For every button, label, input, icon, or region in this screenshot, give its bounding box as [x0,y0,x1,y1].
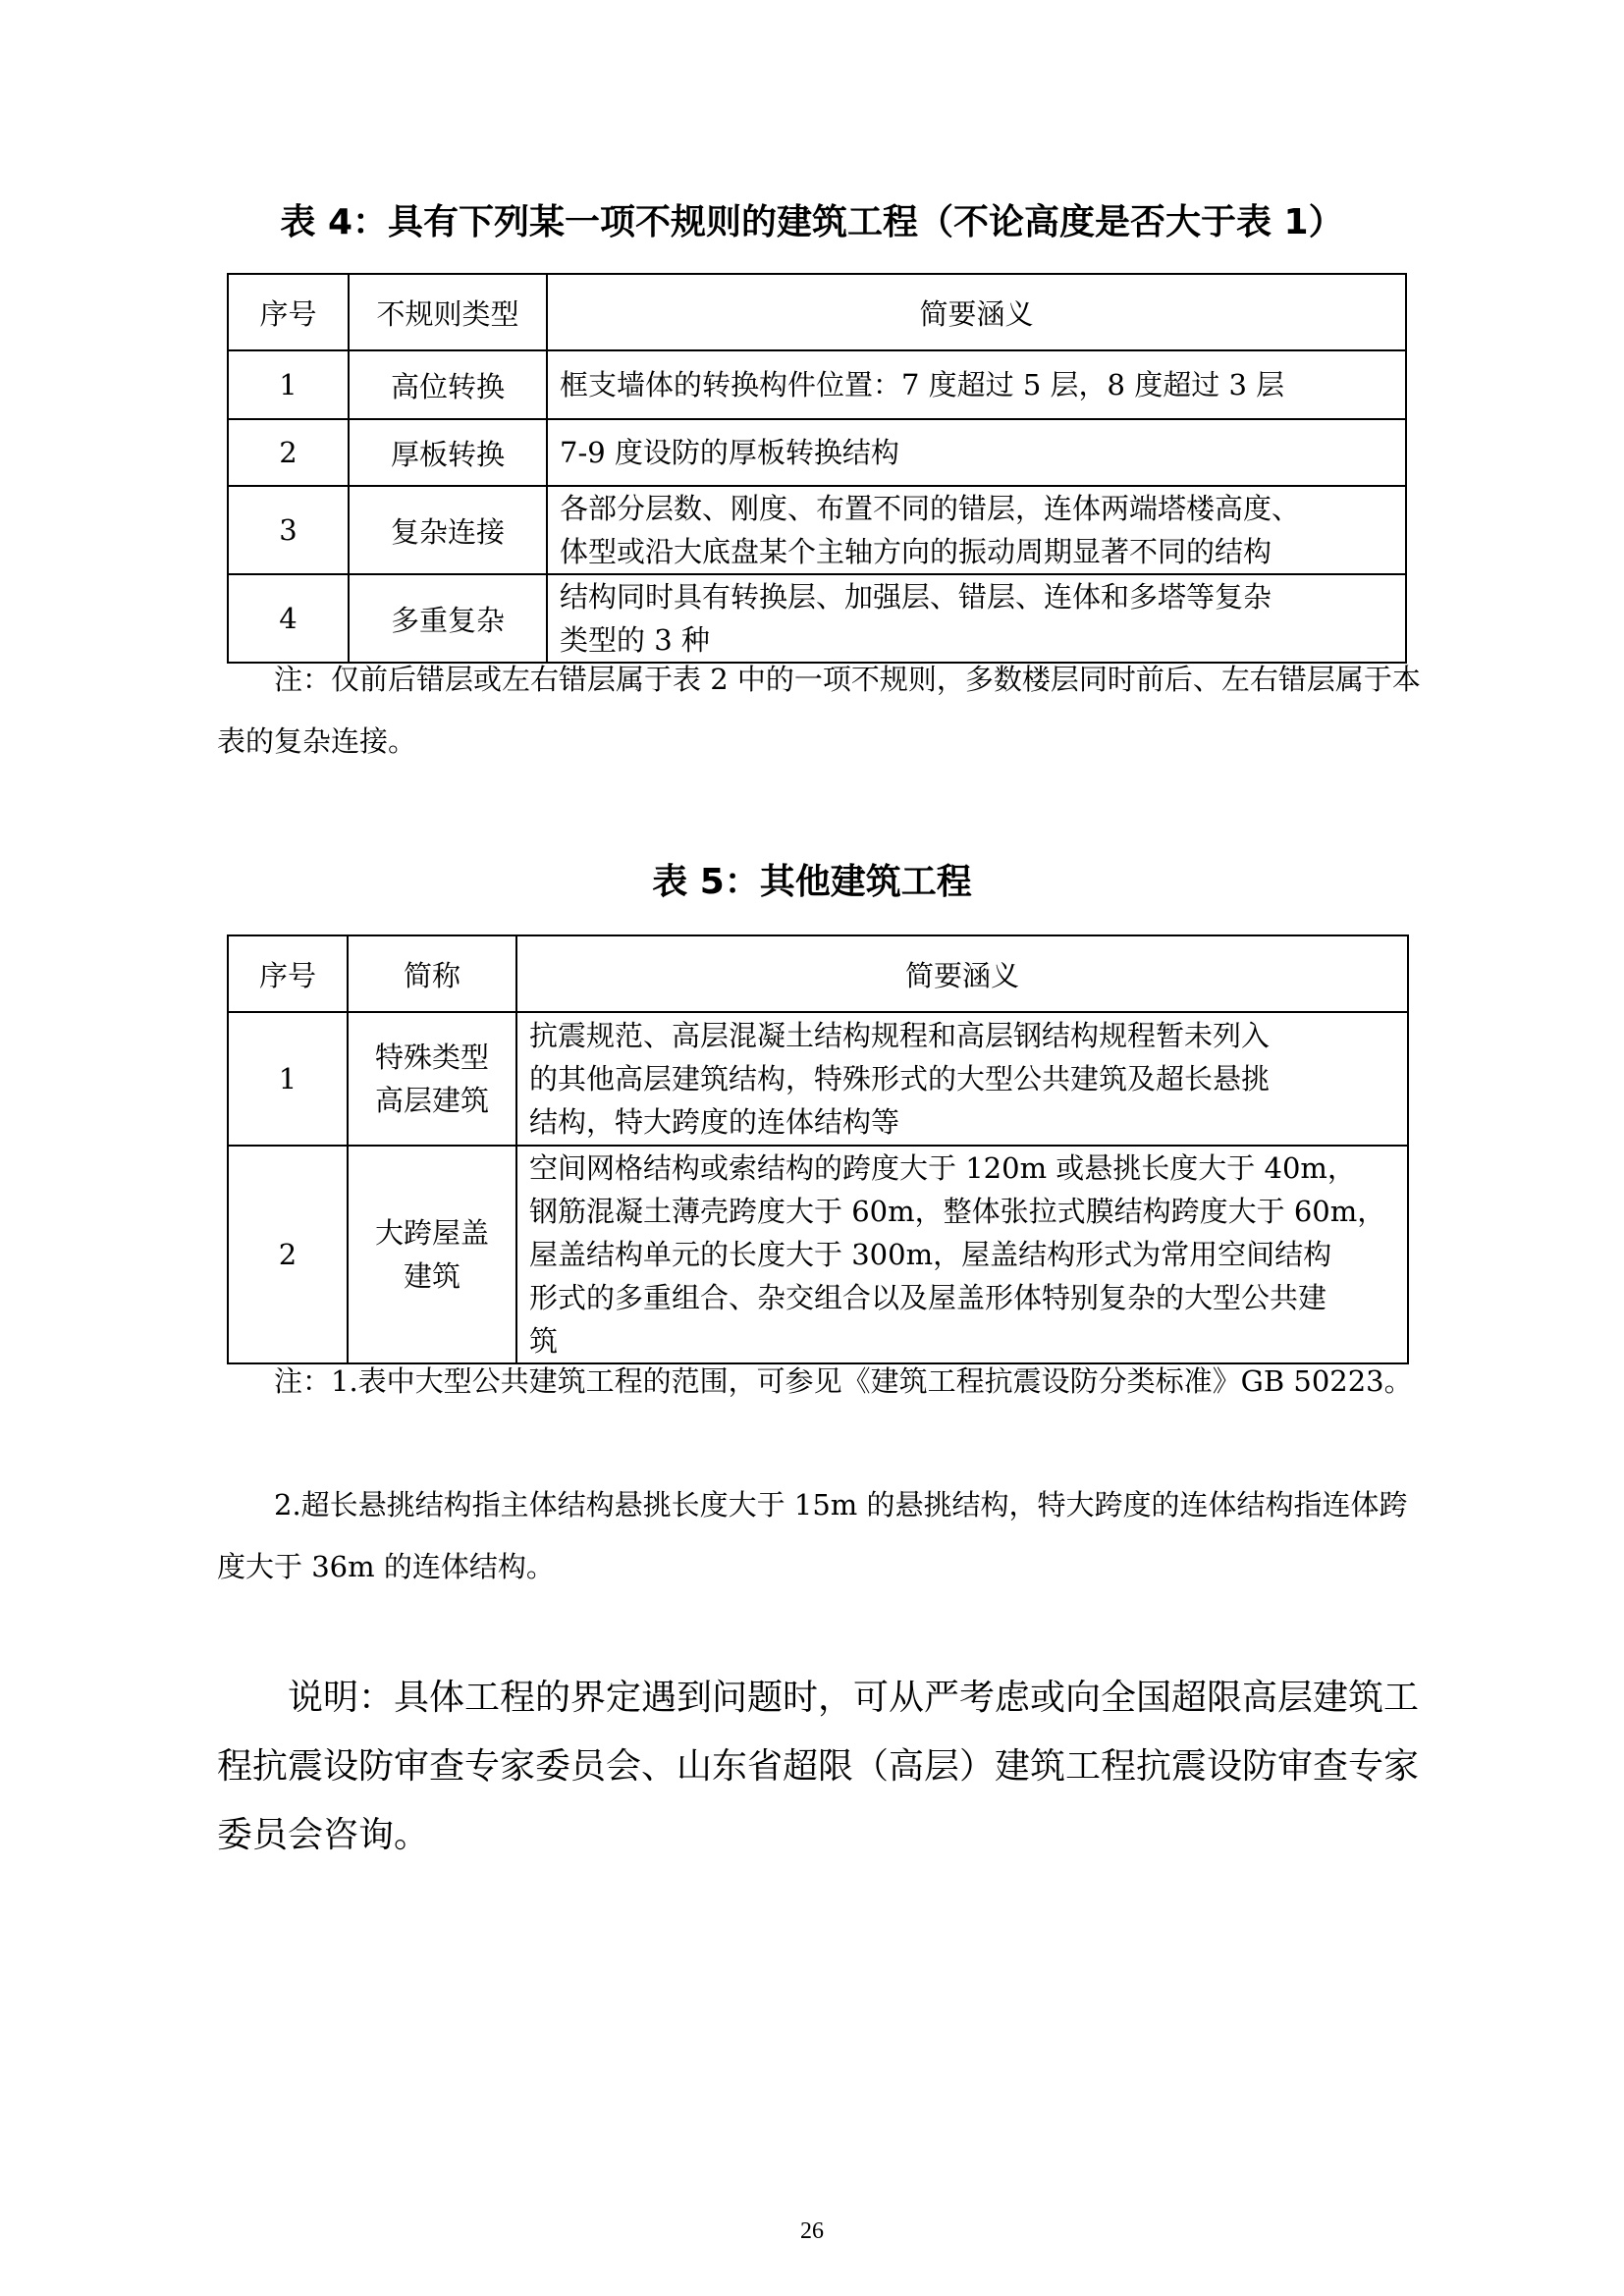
table4-title: 表 4：具有下列某一项不规则的建筑工程（不论高度是否大于表 1） [280,202,1344,242]
table5-row2-desc-line: 筑 [529,1324,559,1358]
table5-row1-desc-line: 抗震规范、高层混凝土结构规程和高层钢结构规程暂未列入 [529,1019,1271,1052]
table4-header-desc: 简要涵义 [547,274,1406,350]
explanation-paragraph: 说明：具体工程的界定遇到问题时，可从严考虑或向全国超限高层建筑工程抗震设防审查专家委员会、山东省超限（高层）建筑工程抗震设防审查专家委员会咨询。 [217,1678,1420,1855]
table5-header-desc: 简要涵义 [516,935,1408,1012]
table4-header-row [228,274,1406,350]
table5-row2-abbr [348,1146,516,1363]
table4-row2-desc-line: 7-9 度设防的厚板转换结构 [560,436,899,469]
table4-row1-type: 高位转换 [349,350,547,419]
table5-row2-desc [516,1146,1408,1363]
table5-header-no: 序号 [228,935,348,1012]
table5-row1-desc-line: 结构，特大跨度的连体结构等 [529,1105,900,1139]
table4-row3-no: 3 [228,486,349,574]
table4-row1-desc [547,350,1406,419]
table4-row4-desc-line: 类型的 3 种 [560,623,710,657]
table5-row1-desc [516,1012,1408,1146]
table5-header-abbr: 简称 [348,935,516,1012]
table4-row3-type: 复杂连接 [349,486,547,574]
table-row [228,350,1406,419]
page-number: 26 [800,2218,824,2244]
table5-row2-abbr-line: 大跨屋盖 [374,1216,489,1250]
table-row [228,1146,1408,1363]
table-row [228,1012,1408,1146]
table4-row2-type: 厚板转换 [349,419,547,486]
table4-row3-desc-line: 各部分层数、刚度、布置不同的错层，连体两端塔楼高度、 [560,492,1301,525]
table5-row1-no: 1 [228,1012,348,1146]
table4-row3-desc-line: 体型或沿大底盘某个主轴方向的振动周期显著不同的结构 [560,535,1272,568]
table4-row3-desc [547,486,1406,574]
table5-row1-abbr-line: 特殊类型 [374,1041,489,1074]
table-row [228,486,1406,574]
table5-row2-abbr-line: 建筑 [403,1259,460,1293]
table5-header-row [228,935,1408,1012]
table5-row2-desc-line: 钢筋混凝土薄壳跨度大于 60m，整体张拉式膜结构跨度大于 60m， [529,1195,1386,1228]
table5-row2-no: 2 [228,1146,348,1363]
table5-row1-abbr [348,1012,516,1146]
table4-row4-no: 4 [228,574,349,663]
table4-header-type: 不规则类型 [349,274,547,350]
table4-row2-no: 2 [228,419,349,486]
table5-row2-desc-line: 屋盖结构单元的长度大于 300m，屋盖结构形式为常用空间结构 [529,1238,1332,1271]
table4-row4-desc-line: 结构同时具有转换层、加强层、错层、连体和多塔等复杂 [560,580,1272,614]
table5-row1-desc-line: 的其他高层建筑结构，特殊形式的大型公共建筑及超长悬挑 [529,1062,1271,1095]
table5-note-2: 2.超长悬挑结构指主体结构悬挑长度大于 15m 的悬挑结构，特大跨度的连体结构指连体跨度大于 36m 的连体结构。 [217,1488,1408,1583]
table5-row2-desc-line: 形式的多重组合、杂交组合以及屋盖形体特别复杂的大型公共建 [529,1281,1327,1314]
table4-row1-no: 1 [228,350,349,419]
table4-row4-type: 多重复杂 [349,574,547,663]
table4-row2-desc [547,419,1406,486]
table4-header-no: 序号 [228,274,349,350]
table4-note: 注：仅前后错层或左右错层属于表 2 中的一项不规则，多数楼层同时前后、左右错层属于本表的复杂连接。 [217,663,1421,758]
table5 [227,934,1409,1364]
table5-note-1: 注：1.表中大型公共建筑工程的范围，可参见《建筑工程抗震设防分类标准》GB 50223。 [274,1364,1413,1398]
table5-row2-desc-line: 空间网格结构或索结构的跨度大于 120m 或悬挑长度大于 40m， [529,1151,1356,1185]
table5-row1-abbr-line: 高层建筑 [374,1084,489,1117]
table5-title: 表 5：其他建筑工程 [652,862,972,902]
table-row [228,419,1406,486]
table4 [227,273,1407,664]
table4-row1-desc-line: 框支墙体的转换构件位置：7 度超过 5 层，8 度超过 3 层 [560,368,1285,401]
